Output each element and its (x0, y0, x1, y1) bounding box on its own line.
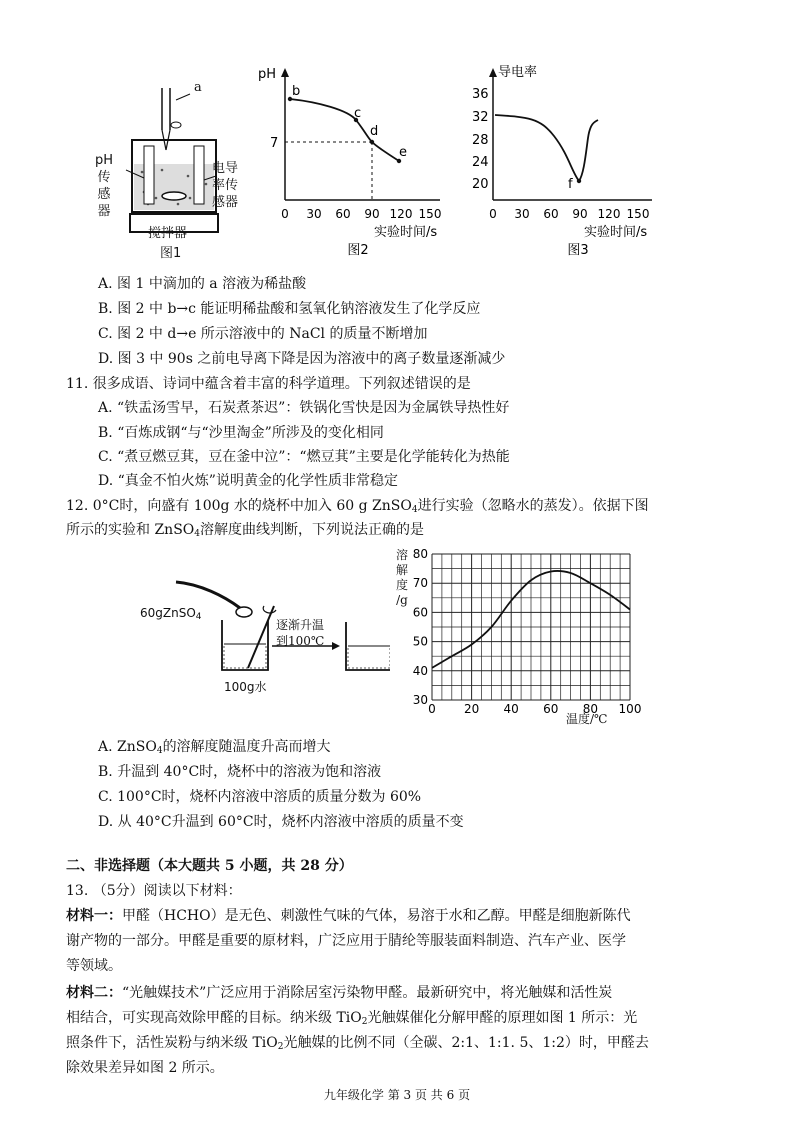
figure-2-x-tick: 60 (335, 207, 351, 221)
x-tick-label: 20 (463, 702, 480, 716)
material-1-line-3: 等领域。 (66, 958, 122, 974)
figure-2-y-tick: 7 (270, 136, 279, 151)
point-d-label: d (370, 124, 379, 139)
conductivity-sensor-label-line: 电导 (212, 161, 239, 176)
subscript: 4 (195, 612, 202, 622)
material-1-label: 材料一： (66, 908, 122, 924)
material-2-line-3 (66, 1034, 649, 1056)
zinc-sulfate-mass-label (140, 606, 202, 622)
solubility-chart (392, 546, 642, 726)
q12-option-a-text: A. ZnSO (98, 739, 157, 755)
conductivity-sensor-label-line: 率传 (212, 178, 239, 193)
ph-sensor-label-line: pH (94, 153, 114, 168)
figure-2-x-title: 实验时间/s (374, 225, 438, 240)
figure-2-x-tick: 120 (389, 207, 413, 221)
q10-option-a: A. 图 1 中滴加的 a 溶液为稀盐酸 (98, 276, 307, 292)
subscript: 4 (156, 746, 163, 756)
figure-2-x-tick: 90 (364, 207, 380, 221)
figure-2-drawing (258, 62, 458, 262)
y-tick-label: 60 (412, 605, 428, 620)
y-tick-label: 40 (412, 663, 428, 678)
q11-option-a: A. “铁盂汤雪早，石炭煮茶迟”：铁锅化雪快是因为金属铁导热性好 (98, 400, 510, 416)
figure-1 (90, 80, 250, 260)
q10-option-b: B. 图 2 中 b→c 能证明稀盐酸和氢氧化钠溶液发生了化学反应 (98, 301, 481, 317)
figure-2-x-tick: 150 (418, 207, 442, 221)
q12-option-b: B. 升温到 40°C时，烧杯中的溶液为饱和溶液 (98, 764, 382, 780)
figure-2 (258, 62, 458, 262)
material-2-line-4: 除效果差异如图 2 所示。 (66, 1060, 224, 1076)
q12-stem-text: 进行实验（忽略水的蒸发）。依据下图 (417, 498, 649, 514)
q10-option-d: D. 图 3 中 90s 之前电导离下降是因为溶液中的离子数量逐渐减少 (98, 351, 506, 367)
point-f-label: f (568, 177, 573, 192)
figure-3-x-title: 实验时间/s (584, 225, 648, 240)
figure-2-x-tick: 30 (306, 207, 322, 221)
y-axis-label-char: /g (396, 593, 408, 607)
subscript: 4 (411, 505, 418, 515)
x-tick-label: 80 (582, 702, 599, 716)
y-tick-label: 70 (412, 576, 428, 591)
material-2-text: 照条件下，活性炭粉与纳米级 TiO (66, 1035, 278, 1051)
figure-3-y-title: 导电率 (498, 65, 538, 80)
q12-apparatus (140, 570, 390, 700)
figure-2-caption: 图2 (347, 243, 369, 258)
q12-stem-line-2 (66, 521, 424, 543)
q10-option-c: C. 图 2 中 d→e 所示溶液中的 NaCl 的质量不断增加 (98, 326, 428, 342)
x-axis-label: 温度/℃ (566, 712, 608, 726)
y-axis-label-char: 溶 (395, 548, 408, 562)
material-1-line-2: 谢产物的一部分。甲醛是重要的原材料，广泛应用于腈纶等服装面料制造、汽车产业、医学 (66, 933, 626, 949)
figure-2-x-tick: 0 (281, 207, 289, 221)
material-2-label: 材料二： (66, 985, 122, 1001)
figure-3 (468, 62, 668, 262)
ph-sensor-label-line: 传 (97, 170, 111, 185)
q13-stem: 13. （5分）阅读以下材料： (66, 883, 242, 899)
point-c-label: c (354, 106, 362, 121)
q12-stem-text: 溶解度曲线判断，下列说法正确的是 (200, 522, 424, 538)
figure-3-x-tick: 60 (543, 207, 559, 221)
material-2-text: 光触媒催化分解甲醛的原理如图 1 所示：光 (367, 1010, 638, 1026)
q11-stem: 11. 很多成语、诗词中蕴含着丰富的科学道理。下列叙述错误的是 (66, 376, 471, 392)
figure-3-x-tick: 120 (597, 207, 621, 221)
conductivity-sensor-label-line: 感器 (212, 195, 239, 210)
y-axis-label-char: 度 (395, 578, 408, 592)
q11-option-c: C. “煮豆燃豆萁，豆在釜中泣”：“燃豆萁”主要是化学能转化为热能 (98, 449, 510, 465)
subscript: 4 (194, 529, 200, 539)
figure-3-x-tick: 0 (489, 207, 497, 221)
figure-3-drawing (468, 62, 668, 262)
point-f (577, 179, 581, 183)
q12-stem-line-1 (66, 497, 649, 519)
subscript: 2 (361, 1017, 368, 1027)
figure-2-y-title: pH (258, 67, 277, 82)
y-axis-label (394, 548, 410, 608)
material-1-line-1 (66, 907, 631, 925)
q11-option-b: B. “百炼成钢“与“沙里淘金”所涉及的变化相同 (98, 425, 384, 441)
point-d (370, 140, 374, 144)
figure-3-y-tick: 20 (472, 177, 489, 192)
ph-sensor-label-line: 感 (97, 187, 111, 202)
water-label: 100g水 (224, 680, 267, 694)
point-e-label: e (399, 145, 407, 160)
figure-3-caption: 图3 (567, 243, 589, 258)
q12-option-c: C. 100°C时，烧杯内溶液中溶质的质量分数为 60% (98, 789, 422, 805)
ph-sensor-label-line: 器 (97, 204, 111, 219)
subscript: 2 (277, 1042, 284, 1052)
q12-option-a (98, 738, 331, 760)
y-tick-label: 80 (412, 547, 428, 561)
zinc-sulfate-mass-text: 60gZnSO (140, 606, 196, 620)
section-2-title: 二、非选择题（本大题共 5 小题，共 28 分） (66, 858, 353, 874)
q12-option-a-text: 的溶解度随温度升高而增大 (162, 739, 331, 755)
figure-3-y-tick: 32 (472, 110, 489, 125)
q12-stem-text: 所示的实验和 ZnSO (66, 522, 195, 538)
material-2-line-2 (66, 1009, 637, 1031)
figure-3-x-tick: 150 (626, 207, 650, 221)
material-2-text: 光触媒的比例不同（全碳、2:1、1:1. 5、1:2）时，甲醛去 (283, 1035, 649, 1051)
y-axis-label-char: 解 (395, 563, 408, 577)
q12-option-d: D. 从 40°C升温到 60°C时，烧杯内溶液中溶质的质量不变 (98, 814, 464, 830)
figure-3-y-tick: 28 (472, 133, 489, 148)
x-tick-label: 40 (503, 702, 519, 716)
material-2-line-1 (66, 984, 612, 1002)
point-b-label: b (292, 84, 301, 99)
y-tick-label: 30 (412, 693, 428, 707)
q11-option-d: D. “真金不怕火炼”说明黄金的化学性质非常稳定 (98, 473, 398, 489)
heating-label: 逐渐升温 (276, 618, 325, 632)
page-footer: 九年级化学 第 3 页 共 6 页 (323, 1088, 471, 1102)
y-tick-label: 50 (412, 634, 428, 649)
material-2-text: “光触媒技术”广泛应用于消除居室污染物甲醛。最新研究中，将光触媒和活性炭 (122, 985, 613, 1001)
ph-sensor-label (90, 152, 118, 220)
stirrer-label: 搅拌器 (148, 226, 188, 241)
dropper-label-a: a (194, 80, 202, 95)
q12-stem-text: 12. 0°C时，向盛有 100g 水的烧杯中加入 60 g ZnSO (66, 498, 412, 514)
x-tick-label: 60 (543, 702, 559, 716)
figure-3-y-tick: 36 (472, 87, 489, 102)
figure-3-x-tick: 90 (572, 207, 588, 221)
material-2-text: 相结合，可实现高效除甲醛的目标。纳米级 TiO (66, 1010, 362, 1026)
heating-label-2: 到100℃ (276, 634, 325, 648)
figure-3-x-tick: 30 (514, 207, 530, 221)
conductivity-sensor-label (212, 160, 238, 211)
solubility-chart-svg (392, 546, 642, 726)
figure-1-caption: 图1 (160, 246, 182, 261)
figure-3-y-tick: 24 (472, 155, 489, 170)
material-1-text: 甲醛（HCHO）是无色、刺激性气味的气体，易溶于水和乙醇。甲醛是细胞新陈代 (122, 908, 631, 924)
x-tick-label: 100 (618, 702, 642, 716)
x-tick-label: 0 (428, 702, 436, 716)
